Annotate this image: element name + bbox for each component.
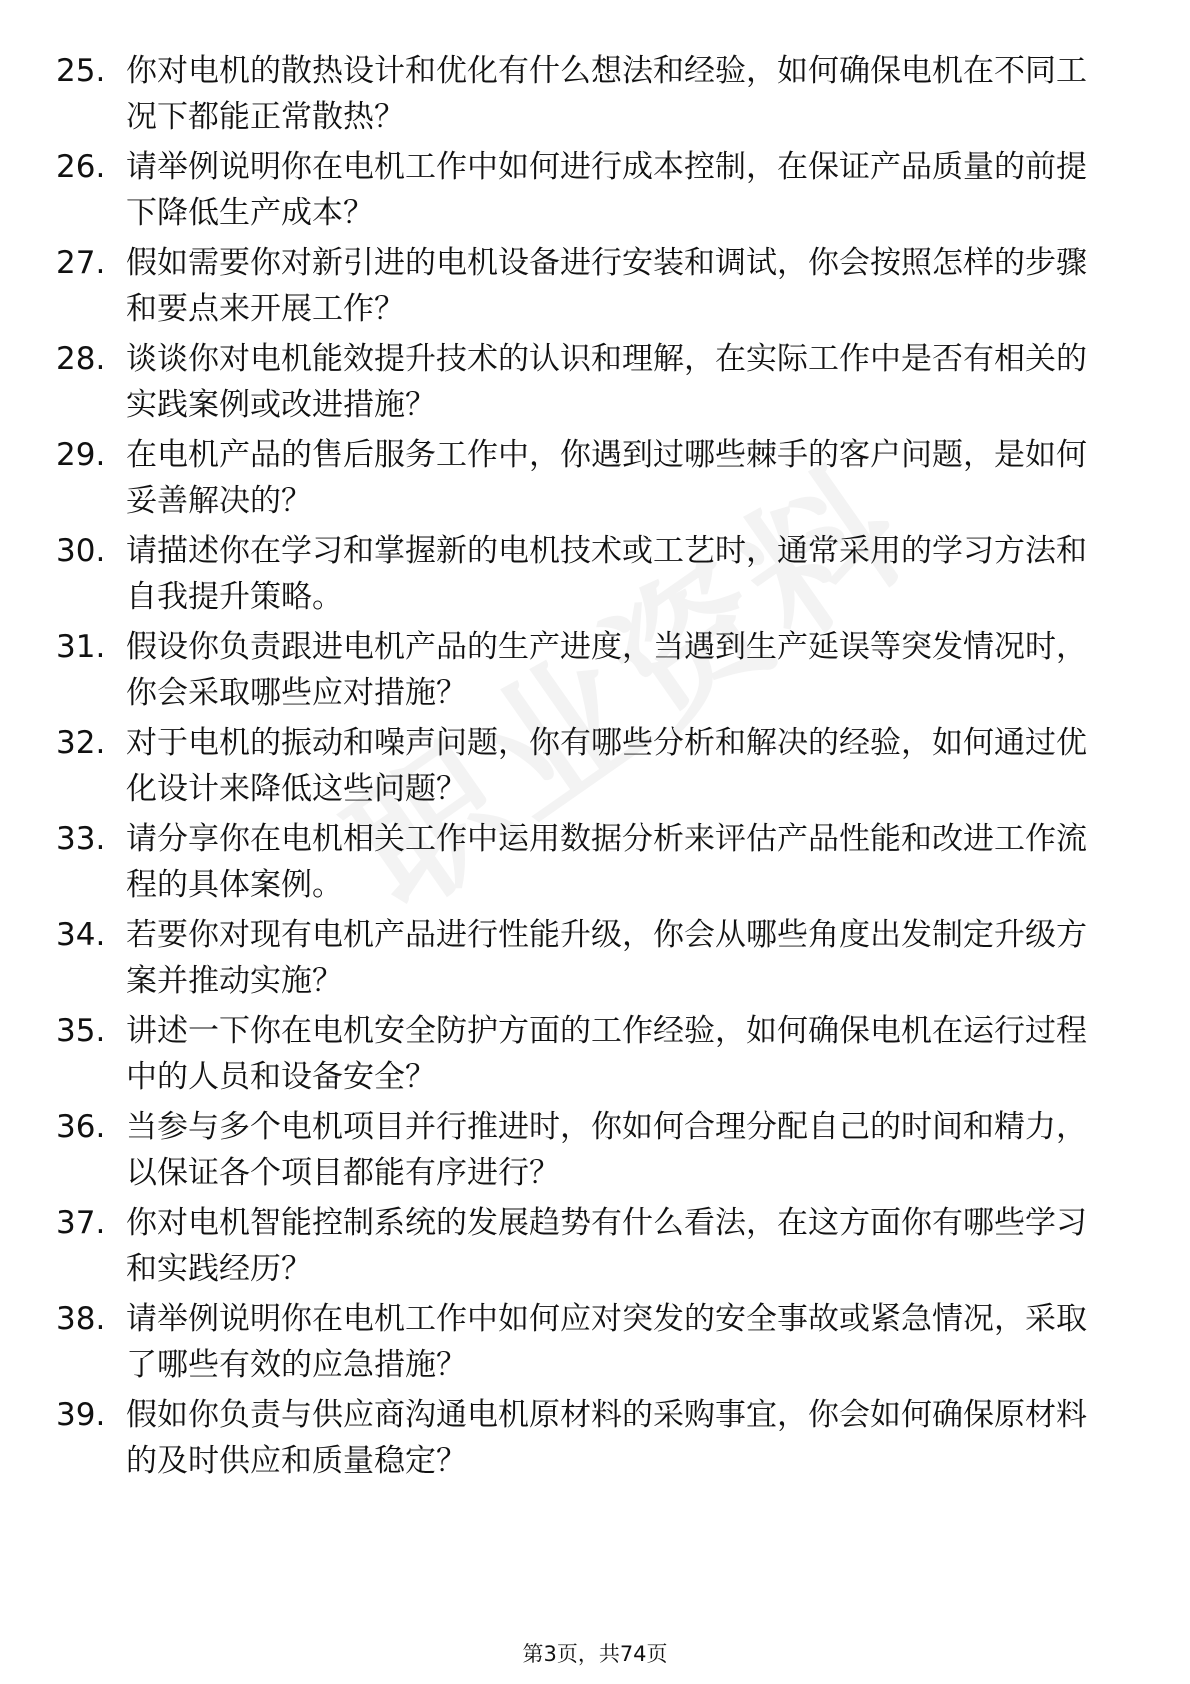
question-item [56, 1296, 1116, 1392]
question-text: 请分享你在电机相关工作中运用数据分析来评估产品性能和改进工作流程的具体案例。 [126, 821, 1087, 903]
question-text: 假设你负责跟进电机产品的生产进度，当遇到生产延误等突发情况时，你会采取哪些应对措施？ [126, 629, 1087, 711]
question-item [56, 336, 1116, 432]
question-text: 若要你对现有电机产品进行性能升级，你会从哪些角度出发制定升级方案并推动实施？ [126, 917, 1087, 999]
question-text: 假如需要你对新引进的电机设备进行安装和调试，你会按照怎样的步骤和要点来开展工作？ [126, 245, 1087, 327]
question-number: 25. [56, 53, 106, 89]
question-number: 34. [56, 917, 106, 953]
question-number: 31. [56, 629, 106, 665]
question-item [56, 528, 1116, 624]
question-text: 请举例说明你在电机工作中如何应对突发的安全事故或紧急情况，采取了哪些有效的应急措施？ [126, 1301, 1087, 1383]
question-number: 35. [56, 1013, 106, 1049]
question-text: 你对电机的散热设计和优化有什么想法和经验，如何确保电机在不同工况下都能正常散热？ [126, 53, 1087, 135]
question-text: 对于电机的振动和噪声问题，你有哪些分析和解决的经验，如何通过优化设计来降低这些问题？ [126, 725, 1087, 807]
question-item [56, 1392, 1116, 1488]
question-item [56, 1008, 1116, 1104]
question-number: 28. [56, 341, 106, 377]
question-text: 谈谈你对电机能效提升技术的认识和理解，在实际工作中是否有相关的实践案例或改进措施？ [126, 341, 1087, 423]
question-item [56, 624, 1116, 720]
question-item [56, 144, 1116, 240]
question-number: 30. [56, 533, 106, 569]
question-number: 37. [56, 1205, 106, 1241]
question-item [56, 240, 1116, 336]
question-item [56, 816, 1116, 912]
question-text: 假如你负责与供应商沟通电机原材料的采购事宜，你会如何确保原材料的及时供应和质量稳定？ [126, 1397, 1087, 1479]
page-number: 第3页，共74页 [522, 1642, 668, 1666]
question-text: 当参与多个电机项目并行推进时，你如何合理分配自己的时间和精力，以保证各个项目都能有序进行？ [126, 1109, 1087, 1191]
question-item [56, 1104, 1116, 1200]
question-text: 讲述一下你在电机安全防护方面的工作经验，如何确保电机在运行过程中的人员和设备安全？ [126, 1013, 1087, 1095]
question-text: 请描述你在学习和掌握新的电机技术或工艺时，通常采用的学习方法和自我提升策略。 [126, 533, 1087, 615]
question-number: 39. [56, 1397, 106, 1433]
question-number: 27. [56, 245, 106, 281]
question-number: 29. [56, 437, 106, 473]
question-text: 在电机产品的售后服务工作中，你遇到过哪些棘手的客户问题，是如何妥善解决的？ [126, 437, 1087, 519]
question-item [56, 1200, 1116, 1296]
question-number: 38. [56, 1301, 106, 1337]
question-item [56, 48, 1116, 144]
question-number: 36. [56, 1109, 106, 1145]
question-text: 你对电机智能控制系统的发展趋势有什么看法，在这方面你有哪些学习和实践经历？ [126, 1205, 1087, 1287]
question-item [56, 912, 1116, 1008]
question-item [56, 720, 1116, 816]
question-number: 33. [56, 821, 106, 857]
question-item [56, 432, 1116, 528]
question-text: 请举例说明你在电机工作中如何进行成本控制，在保证产品质量的前提下降低生产成本？ [126, 149, 1087, 231]
question-number: 32. [56, 725, 106, 761]
question-number: 26. [56, 149, 106, 185]
